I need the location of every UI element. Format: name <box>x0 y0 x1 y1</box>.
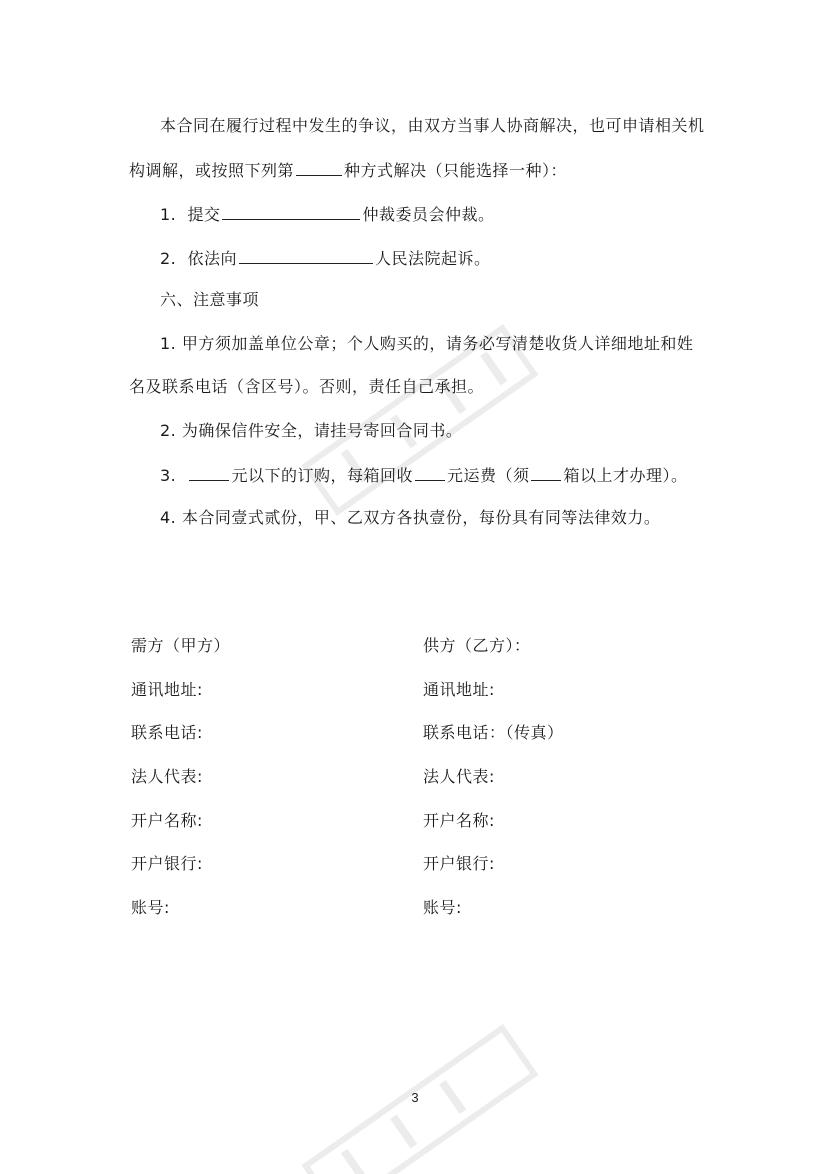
box-count-blank[interactable] <box>531 463 561 481</box>
seller-phone-label: 联系电话：（传真） <box>423 723 564 742</box>
buyer-account-number-label: 账号: <box>131 898 170 917</box>
buyer-phone-label: 联系电话: <box>131 723 203 742</box>
note-3 <box>160 463 687 487</box>
option-pre: 依法向 <box>187 249 237 268</box>
seller-label: 供方（乙方）： <box>423 636 531 655</box>
dispute-line-2-post: 种方式解决（只能选择一种）： <box>344 161 568 180</box>
note-1-line-2: 名及联系电话（含区号）。否则，责任自己承担。 <box>129 377 485 396</box>
buyer-label: 需方（甲方） <box>131 636 231 655</box>
option-pre: 提交 <box>187 205 221 224</box>
seller-address-label: 通讯地址: <box>423 680 495 699</box>
dispute-line-2-pre: 构调解，或按照下列第 <box>129 161 295 180</box>
arbitration-committee-blank[interactable] <box>222 202 360 220</box>
option-post: 仲裁委员会仲裁。 <box>362 205 495 224</box>
page-number: 3 <box>411 1090 419 1105</box>
buyer-bank-label: 开户银行: <box>131 854 203 873</box>
note-4: 4. 本合同壹式贰份，甲、乙双方各执壹份，每份具有同等法律效力。 <box>160 508 661 527</box>
option-arbitration <box>160 202 494 226</box>
note-3-text-c: 箱以上才办理）。 <box>563 466 688 485</box>
seller-account-number-label: 账号: <box>423 898 462 917</box>
dispute-line-1: 本合同在履行过程中发生的争议，由双方当事人协商解决，也可申请相关机 <box>160 116 705 135</box>
order-amount-blank[interactable] <box>189 463 229 481</box>
note-1-line-1: 1. 甲方须加盖单位公章；个人购买的，请务必写清楚收货人详细地址和姓 <box>160 334 694 353</box>
dispute-line-2 <box>129 158 567 182</box>
seller-account-name-label: 开户名称: <box>423 811 495 830</box>
buyer-account-name-label: 开户名称: <box>131 811 203 830</box>
notes-heading: 六、注意事项 <box>160 290 260 309</box>
seller-bank-label: 开户银行: <box>423 854 495 873</box>
option-number: 2. <box>160 249 177 268</box>
option-post: 人民法院起诉。 <box>374 249 491 268</box>
buyer-address-label: 通讯地址: <box>131 680 203 699</box>
note-2: 2. 为确保信件安全，请挂号寄回合同书。 <box>160 421 463 440</box>
method-choice-blank[interactable] <box>296 158 342 176</box>
note-3-text-a: 元以下的订购，每箱回收 <box>231 466 413 485</box>
buyer-legal-rep-label: 法人代表: <box>131 767 203 786</box>
note-3-number: 3. <box>160 466 177 485</box>
note-3-text-b: 元运费（须 <box>446 466 530 485</box>
shipping-fee-blank[interactable] <box>415 463 445 481</box>
seller-legal-rep-label: 法人代表: <box>423 767 495 786</box>
option-court <box>160 246 490 270</box>
court-name-blank[interactable] <box>239 246 373 264</box>
option-number: 1. <box>160 205 177 224</box>
